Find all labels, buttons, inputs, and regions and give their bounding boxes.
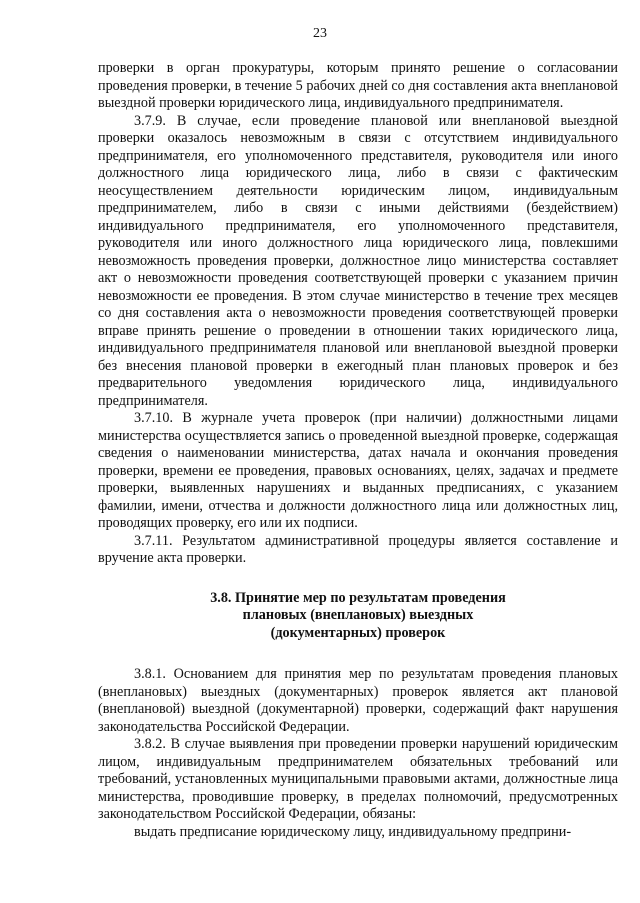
paragraph-continuation: проверки в орган прокуратуры, которым принято решение о согласовании проведения проверки, в течение 5 рабочих дней со дня составления акта внеплановой выездной проверки юридического лица, индивидуального предпринимателя. (98, 60, 618, 111)
paragraph-3-8-2: 3.8.2. В случае выявления при проведении проверки нарушений юридическим лицом, индивидуальным предпринимателем обязательных требований или требований, установленных муниципальными правовыми актами, должностные лица министерства, проводившие проверку, в пределах полномочий, предусмотренных законодательством Российской Федерации, обязаны: (98, 736, 618, 822)
paragraph-3-8-1: 3.8.1. Основанием для принятия мер по результатам проведения плановых (внеплановых) выездных (документарных) проверок является акт плановой (внеплановой) выездной (документарной) проверки, содержащий факт нарушения законодательства Российской Федерации. (98, 666, 618, 735)
paragraph-3-7-9: 3.7.9. В случае, если проведение плановой или внеплановой выездной проверки оказалось невозможным в связи с отсутствием индивидуального предпринимателя, его уполномоченного представителя, руководителя или иного должностного лица юридического лица, либо в связи с фактическим неосуществлением деятельности юридическим лицом, индивидуальным предпринимателем, либо в связи с иными действиями (бездействием) индивидуального предпринимателя, его уполномоченного представителя, руководителя или иного должностного лица юридического лица, повлекшими невозможность проведения проверки, должностное лицо министерства составляет акт о невозможности проведения соответствующей проверки с указанием причин невозможности ее проведения. В этом случае министерство в течение трех месяцев со дня составления акта о невозможности проведения соответствующей проверки вправе принять решение о проведении в отношении таких юридического лица, индивидуального предпринимателя плановой или внеплановой выездной проверки без внесения плановой проверки в ежегодный план плановых проверок и без предварительного уведомления юридического лица, индивидуального предпринимателя. (98, 112, 618, 409)
page-number: 23 (313, 26, 327, 41)
section-heading-line: 3.8. Принятие мер по результатам проведения (210, 589, 506, 606)
section-heading-3-8 (98, 590, 618, 643)
paragraph-3-7-11: 3.7.11. Результатом административной процедуры является составление и вручение акта проверки. (98, 532, 618, 566)
section-heading-line: (документарных) проверок (270, 624, 446, 641)
paragraph-list-item: выдать предписание юридическому лицу, индивидуальному предприни- (134, 823, 572, 840)
section-heading-line: плановых (внеплановых) выездных (242, 607, 474, 623)
document-body (98, 60, 618, 841)
paragraph-3-7-10: 3.7.10. В журнале учета проверок (при наличии) должностными лицами министерства осуществляется запись о проведенной выездной проверке, содержащая сведения о наименовании министерства, датах начала и окончания проведения проверки, времени ее проведения, правовых основаниях, целях, задачах и предмете проверки, выявленных нарушениях и выданных предписаниях, с указанием фамилии, имени, отчества и должности должностного лица или должностных лиц, проводящих проверку, его или их подписи. (98, 410, 618, 531)
